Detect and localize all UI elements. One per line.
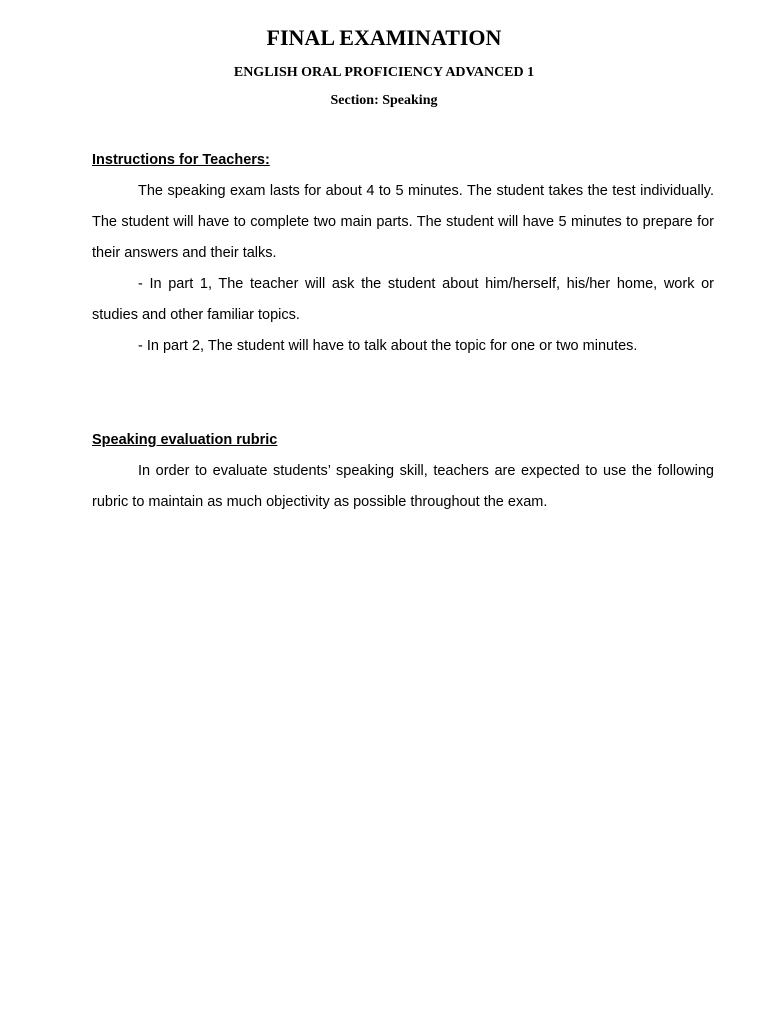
course-subtitle: ENGLISH ORAL PROFICIENCY ADVANCED 1 [233,65,535,80]
page-title: FINAL EXAMINATION [266,25,502,50]
rubric-heading: Speaking evaluation rubric [92,432,278,448]
section-label: Section: Speaking [330,93,438,108]
instructions-body [92,176,714,362]
instructions-paragraph: - In part 1, The teacher will ask the student about him/herself, his/her home, work or studies and other familiar topics. [92,276,714,323]
rubric-paragraph: In order to evaluate students’ speaking skill, teachers are expected to use the following rubric to maintain as much objectivity as possible throughout the exam. [92,463,714,510]
instructions-paragraph: The speaking exam lasts for about 4 to 5 minutes. The student takes the test individually. The student will have to complete two main parts. The student will have 5 minutes to prepare for their answers and their talks. [92,183,714,261]
instructions-paragraph: - In part 2, The student will have to talk about the topic for one or two minutes. [138,338,638,354]
instructions-heading: Instructions for Teachers: [92,152,270,168]
rubric-body [92,456,714,518]
